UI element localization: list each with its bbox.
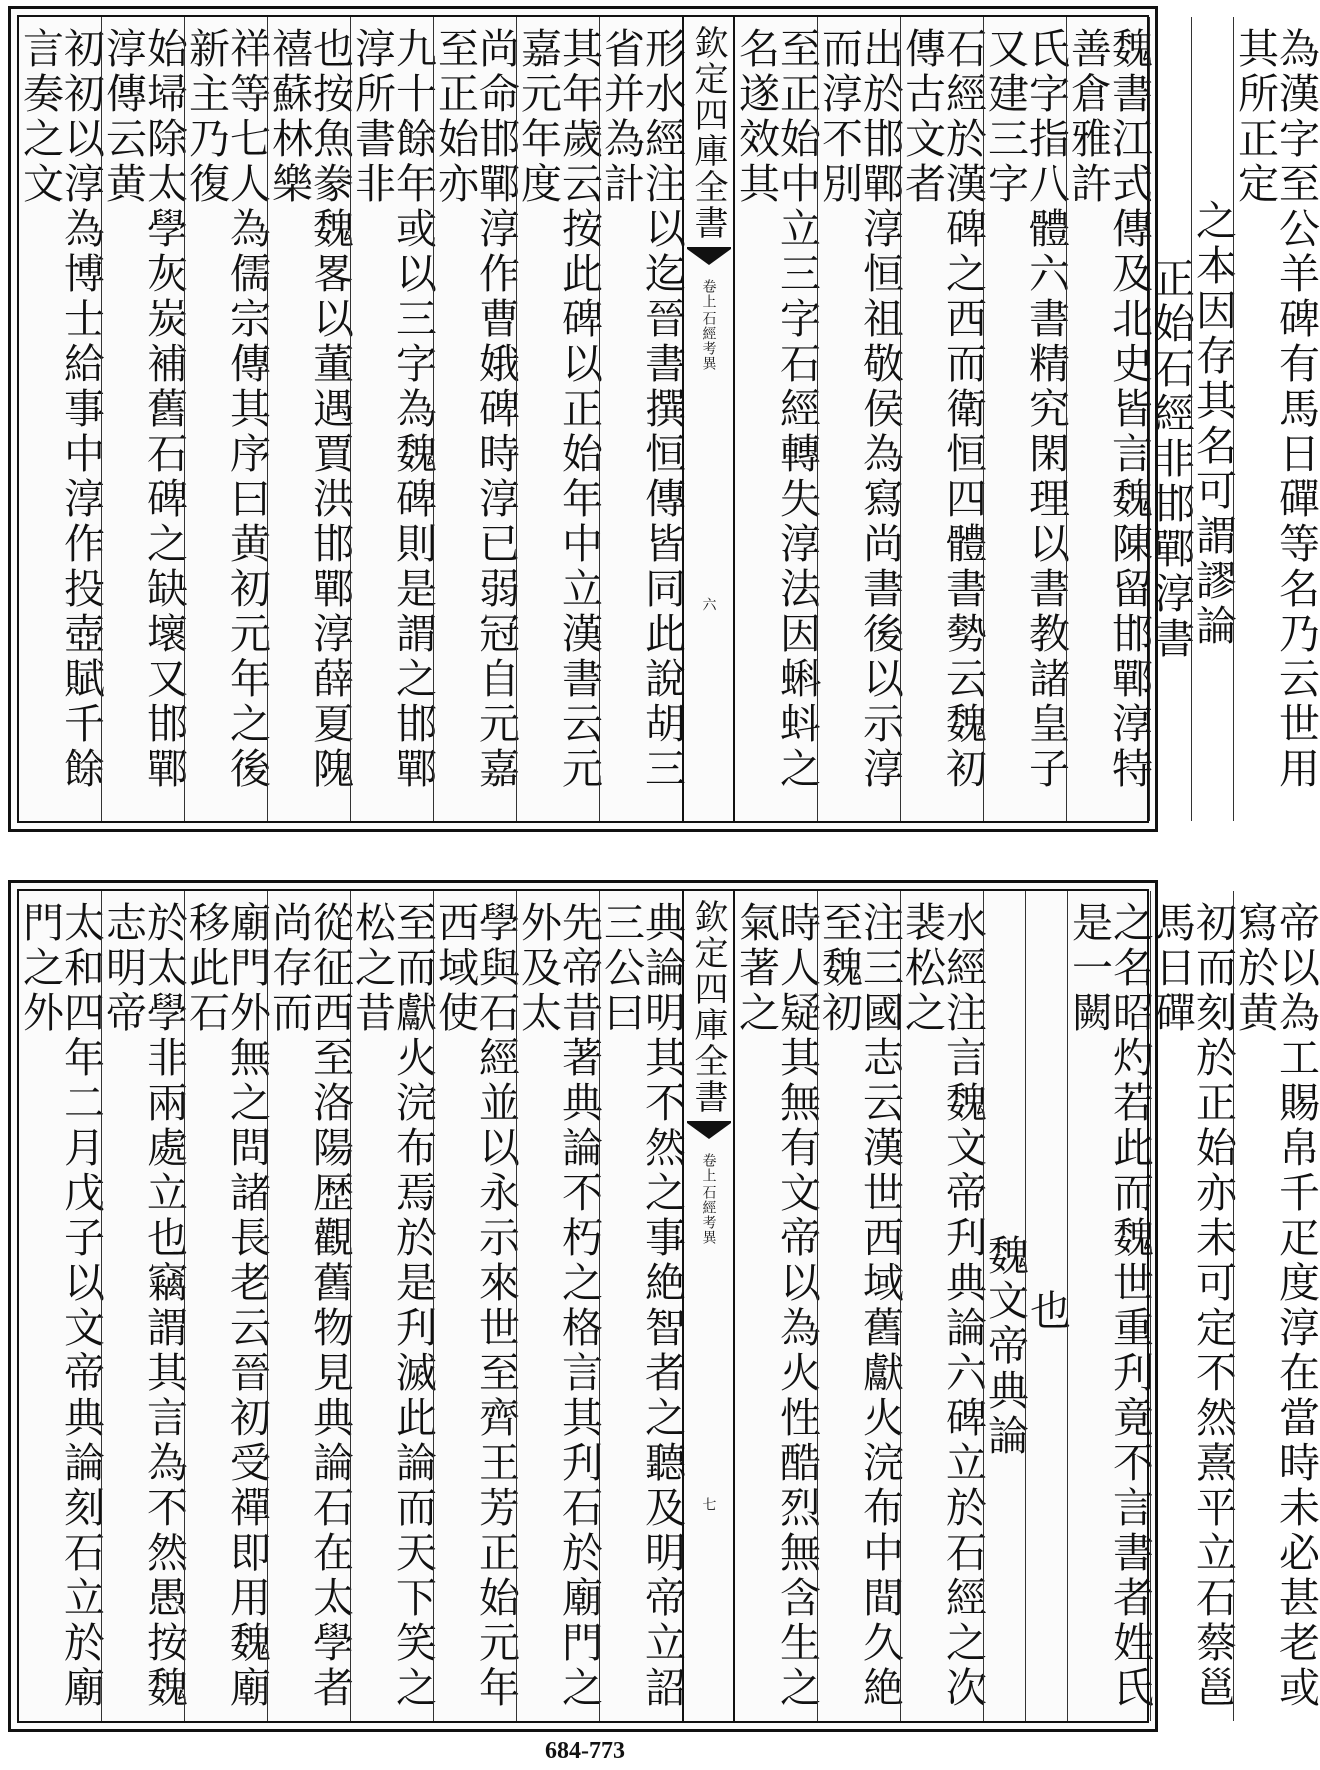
text-column: 始埽除太學灰炭補舊石碑之缺壞又邯鄲淳傳云黄 — [101, 17, 184, 821]
text-column: 也 — [1025, 891, 1067, 1721]
text-column: 為漢字至公羊碑有馬日磾等名乃云世用其所正定 — [1233, 17, 1316, 821]
bottom-page-frame — [16, 889, 1320, 1723]
bottom-left-columns — [16, 891, 686, 1721]
bottom-center-volume: 卷上 — [700, 1153, 717, 1183]
top-center-book: 石經考異 — [700, 311, 717, 371]
bottom-center-column — [682, 891, 735, 1721]
text-column: 魏文帝典論 — [983, 891, 1025, 1721]
text-column: 其年歲云按此碑以正始年中立漢書云元嘉元年度 — [516, 17, 599, 821]
text-column: 學與石經並以永示來世至齊王芳正始元年西域使 — [433, 891, 516, 1721]
text-column: 形水經注以迄晉書撰恒傳皆同此說胡三省并為計 — [599, 17, 682, 821]
text-column: 氏字指八體六書精究閑理以書教諸皇子又建三字 — [983, 17, 1066, 821]
top-page-number: 六 — [700, 597, 717, 611]
text-column: 從征西至洛陽歴觀舊物見典論石在太學者尚存而 — [267, 891, 350, 1721]
bottom-center-title: 欽定四庫全書 — [688, 899, 728, 1115]
text-column: 時人疑其無有文帝以為火性酷烈無含生之氣著之 — [732, 901, 821, 1711]
top-center-column — [682, 17, 735, 821]
bottom-page-number: 七 — [700, 1497, 717, 1511]
text-column: 至而獻火浣布焉於是刋滅此論而天下笑之松之昔 — [350, 891, 433, 1721]
text-column: 祥等七人為儒宗傳其序曰黄初元年之後新主乃復 — [184, 17, 267, 821]
bottom-center-book-info — [699, 1153, 719, 1245]
top-page-frame — [16, 15, 1320, 823]
text-column: 魏書江式傳及北史皆言魏陳留邯鄲淳特善倉雅許 — [1066, 17, 1149, 821]
text-column: 至正始中立三字石經轉失淳法因蝌蚪之名遂效其 — [732, 27, 821, 792]
bottom-center-book: 石經考異 — [700, 1185, 717, 1245]
text-column: 初而刻於正始亦未可定不然熹平立石蔡邕馬日磾 — [1150, 891, 1233, 1721]
top-center-title: 欽定四庫全書 — [688, 25, 728, 241]
text-column: 初初以淳為博士給事中淳作投壺賦千餘言奏之文 — [16, 27, 105, 792]
text-column: 之本因存其名可謂謬論 — [1191, 17, 1233, 821]
text-column: 也按魚豢魏畧以董遇賈洪邯鄲淳薛夏隗禧蘇林樂 — [267, 17, 350, 821]
page-footer-number: 684-773 — [545, 1738, 625, 1764]
top-right-columns — [732, 17, 1320, 821]
top-center-book-info — [699, 279, 719, 371]
text-column: 之名昭灼若此而魏世重刋竟不言書者姓氏是一闕 — [1067, 891, 1150, 1721]
text-column: 出於邯鄲淳恒祖敬侯為寫尚書後以示淳而淳不別 — [817, 17, 900, 821]
text-column: 太和四年二月戊子以文帝典論刻石立於廟門之外 — [16, 901, 105, 1711]
text-column: 注三國志云漢世西域舊獻火浣布中間久絶至魏初 — [817, 891, 900, 1721]
text-column: 九十餘年或以三字為魏碑則是謂之邯鄲淳所書非 — [350, 17, 433, 821]
text-column: 正始石經非邯鄲淳書 — [1149, 17, 1191, 821]
top-page — [8, 6, 1320, 832]
top-center-volume: 卷上 — [700, 279, 717, 309]
bottom-right-columns — [732, 891, 1320, 1721]
text-column: 石經於漢碑之西而衛恒四體書勢云魏初傳古文者 — [900, 17, 983, 821]
text-column: 先帝昔著典論不朽之格言其刋石於廟門之外及太 — [516, 891, 599, 1721]
fish-tail-mark-icon — [687, 1121, 731, 1141]
text-column: 尚命邯鄲淳作曹娥碑時淳已弱冠自元嘉至正始亦 — [433, 17, 516, 821]
text-column: 於太學非兩處立也竊謂其言為不然愚按魏志明帝 — [101, 891, 184, 1721]
text-column: 典論明其不然之事絶智者之聽及明帝立詔三公曰 — [599, 891, 682, 1721]
bottom-page — [8, 880, 1320, 1732]
fish-tail-mark-icon — [687, 247, 731, 267]
top-left-columns — [16, 17, 686, 821]
text-column: 廟門外無之問諸長老云晉初受禪即用魏廟移此石 — [184, 891, 267, 1721]
text-column: 水經注言魏文帝刋典論六碑立於石經之次裴松之 — [900, 891, 983, 1721]
text-column: 帝以為工賜帛千疋度淳在當時未必甚老或寫於黄 — [1233, 891, 1316, 1721]
